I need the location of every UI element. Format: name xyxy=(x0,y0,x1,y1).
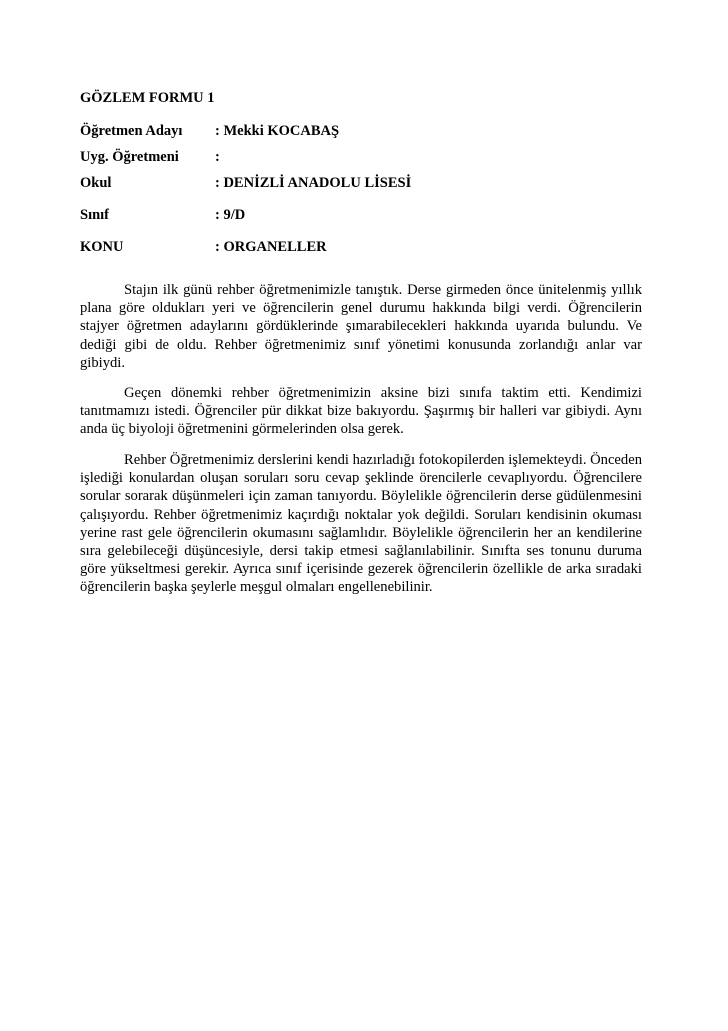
document-title: GÖZLEM FORMU 1 xyxy=(80,90,215,106)
paragraph-introduction: Geçen dönemki rehber öğretmenimizin aksine bizi sınıfa taktim etti. Kendimizi tanıtmamızı istedi. Öğrenciler pür dikkat bize bakıyordu. Şaşırmış bir halleri var gibiydi. Aynı anda üç biyoloji öğretmenini görmelerinden olsa gerek. xyxy=(80,385,642,438)
field-label: Uyg. Öğretmeni xyxy=(80,149,179,165)
field-value: : ORGANELLER xyxy=(215,239,327,255)
field-class xyxy=(80,206,650,224)
field-mentor-teacher xyxy=(80,148,650,166)
field-topic xyxy=(80,238,650,256)
field-value: : Mekki KOCABAŞ xyxy=(215,123,340,139)
field-school xyxy=(80,174,650,192)
field-label: Sınıf xyxy=(80,207,110,223)
paragraph-teaching-method: Rehber Öğretmenimiz derslerini kendi hazırladığı fotokopilerden işlemekteydi. Önceden işlediği konulardan oluşan soruları soru cevap şeklinde örencilerle cevaplıyordu. Öğrencilere sorular sorarak düşünmeleri için zaman tanıyordu. Böylelikle öğrencilerin derse güdülenmesini çalışıyordu. Rehber öğretmenimiz kaçırdığı noktalar yok değildi. Soruları kendisinin okuması yerine rast gele öğrencilerin okumasını sağlamlıdır. Böylelikle öğrencilerin her an kendilerine sıra gelebileceği düşüncesiyle, dersi takip etmesi sağlanılabilinir. Sınıfta ses tonunu duruma göre yükseltmesi gerekir. Ayrıca sınıf içerisinde gezerek öğrencilerin özellikle de arka sıradaki öğrencilerin başka şeylerle meşgul olmaları engellenebilinir. xyxy=(80,452,642,596)
field-value: : DENİZLİ ANADOLU LİSESİ xyxy=(215,175,412,191)
field-label: Okul xyxy=(80,175,112,191)
field-value: : 9/D xyxy=(215,207,246,223)
field-label: Öğretmen Adayı xyxy=(80,123,183,139)
field-value: : xyxy=(215,149,220,165)
field-label: KONU xyxy=(80,239,124,255)
field-teacher-candidate xyxy=(80,122,650,140)
paragraph-first-day: Stajın ilk günü rehber öğretmenimizle tanıştık. Derse girmeden önce ünitelenmiş yıllık plana göre oldukları yeri ve öğrencilerin genel durumu hakkında bilgi verdi. Öğrencilerin stajyer öğretmen adaylarını gördüklerinde şımarabilecekleri hakkında uyarıda bulundu. Ve dediği gibi de oldu. Rehber öğretmenimiz sınıf yönetimi konusunda zorlandığı anlar var gibiydi. xyxy=(80,282,642,371)
